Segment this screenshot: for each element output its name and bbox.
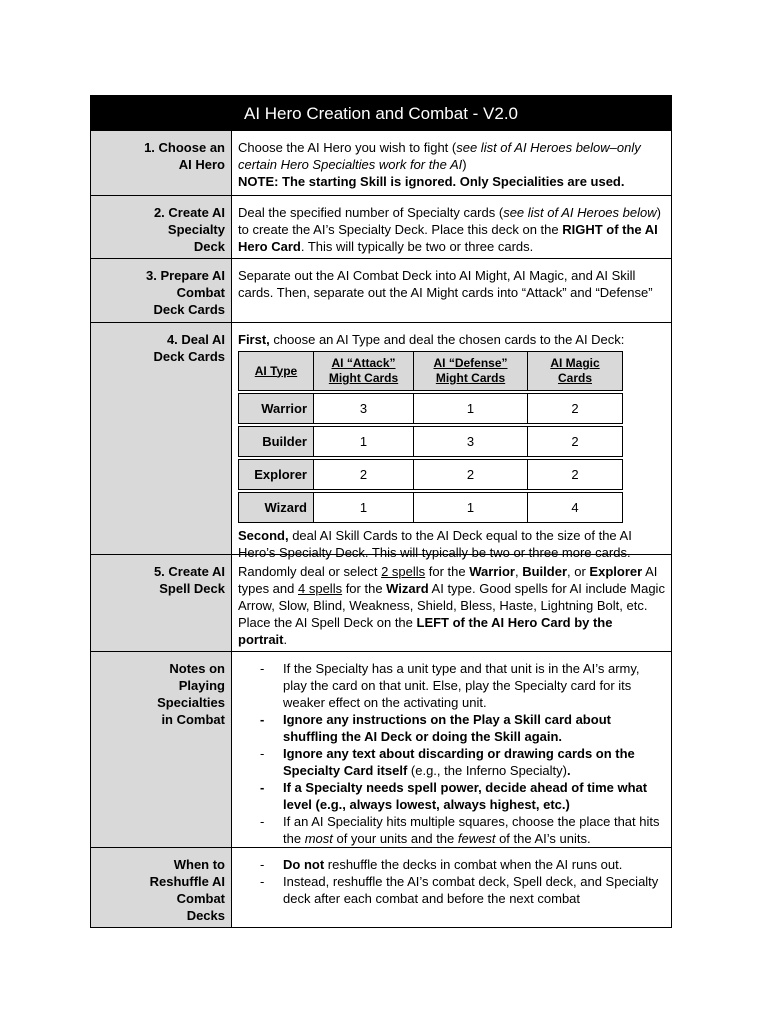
text-underline: 2 spells [381, 564, 426, 579]
step-choose-hero [90, 131, 672, 196]
table-row [239, 394, 623, 424]
list-item [238, 813, 665, 847]
attack-cell: 1 [314, 493, 414, 523]
text-bold: Ignore any text about discarding or drawing cards on the Specialty Card itself [283, 746, 635, 778]
table-row [239, 427, 623, 457]
list-item: - If a Specialty needs spell power, decide ahead of time what level (e.g., always lowest, always highest, etc.) [238, 779, 665, 813]
step-content [232, 323, 671, 560]
table-row [239, 493, 623, 523]
text: AI type. Good spells for AI include Magic Arrow, Slow, Blind, Weakness, Shield, Bless, Haste, Lightning Bolt, etc. Place the AI Spell Deck on the [238, 581, 665, 630]
step-label: 1. Choose an AI Hero [91, 131, 232, 195]
text-italic: see list of AI Heroes below [503, 205, 657, 220]
text-bold: Explorer [589, 564, 643, 579]
step-label: 3. Prepare AI Combat Deck Cards [91, 259, 232, 322]
text: for the [342, 581, 387, 596]
text-bold: Wizard [386, 581, 429, 596]
list-item [238, 856, 665, 873]
text-bold: Warrior [469, 564, 515, 579]
notes-list [238, 660, 665, 847]
header-defense: AI “Defense” Might Cards [414, 352, 528, 391]
step-content [232, 131, 671, 195]
document-title: AI Hero Creation and Combat - V2.0 [90, 95, 672, 131]
text-italic: most [304, 831, 333, 846]
type-cell: Warrior [239, 394, 314, 424]
text: Separate out the AI Combat Deck into AI Might, AI Magic, and AI Skill cards. Then, separate out the AI Might cards into “Attack” and “Defense” [238, 268, 653, 300]
list-item: - Ignore any instructions on the Play a Skill card about shuffling the AI Deck or doing the Skill again. [238, 711, 665, 745]
magic-cell: 2 [528, 394, 623, 424]
attack-cell: 1 [314, 427, 414, 457]
text: Choose the AI Hero you wish to fight ( [238, 140, 457, 155]
reshuffle-decks [90, 848, 672, 928]
section-label: When to Reshuffle AI Combat Decks [91, 848, 232, 927]
text-underline: 4 spells [298, 581, 343, 596]
step-content [232, 555, 671, 651]
step-label: 4. Deal AI Deck Cards [91, 323, 232, 554]
table-header-row [239, 352, 623, 391]
text: deal AI Skill Cards to the AI Deck equal to the size of the AI Hero’s Specialty Deck. This will typically be two or three more cards. [238, 528, 632, 560]
text-bold: Do not [283, 857, 325, 872]
text: of your units and the [332, 831, 458, 846]
text: reshuffle the decks in combat when the AI runs out. [324, 857, 623, 872]
step-create-spell-deck [90, 555, 672, 652]
step-label: 5. Create AI Spell Deck [91, 555, 232, 651]
step-content [232, 196, 671, 258]
text: Randomly deal or select [238, 564, 382, 579]
magic-cell: 2 [528, 460, 623, 490]
rules-document [90, 95, 672, 928]
text-bold: RIGHT of the AI Hero Card [238, 222, 658, 254]
list-item [238, 745, 665, 779]
text: choose an AI Type and deal the chosen cards to the AI Deck: [269, 332, 625, 347]
text: AI types and [238, 564, 658, 596]
text-italic: fewest [457, 831, 496, 846]
magic-cell: 4 [528, 493, 623, 523]
header-magic: AI Magic Cards [528, 352, 623, 391]
notes-playing-specialties [90, 652, 672, 848]
type-cell: Wizard [239, 493, 314, 523]
type-cell: Builder [239, 427, 314, 457]
attack-cell: 3 [314, 394, 414, 424]
text: ) [462, 157, 467, 172]
ai-type-table [238, 351, 623, 523]
text: If an AI Speciality hits multiple squares, choose the place that hits the [283, 814, 660, 846]
step-content [232, 259, 671, 322]
defense-cell: 3 [414, 427, 528, 457]
reshuffle-list [238, 856, 665, 907]
text: , or [567, 564, 590, 579]
step-deal-deck-cards [90, 323, 672, 560]
text: , [514, 564, 523, 579]
list-item: - Instead, reshuffle the AI’s combat deck, Spell deck, and Specialty deck after each combat and before the next combat [238, 873, 665, 907]
type-cell: Explorer [239, 460, 314, 490]
magic-cell: 2 [528, 427, 623, 457]
step-label: 2. Create AI Specialty Deck [91, 196, 232, 258]
step-create-specialty-deck [90, 196, 672, 259]
text-bold: Second, [238, 528, 289, 543]
text: Deal the specified number of Specialty cards ( [238, 205, 504, 220]
header-ai-type: AI Type [239, 352, 314, 391]
note-text: NOTE: The starting Skill is ignored. Only Specialities are used. [238, 174, 625, 189]
text-bold: Builder [522, 564, 568, 579]
text: for the [425, 564, 470, 579]
text: . [283, 632, 288, 647]
text-italic: see list of AI Heroes below–only certain Hero Specialties work for the AI [238, 140, 641, 172]
step-prepare-combat-deck [90, 259, 672, 323]
header-attack: AI “Attack” Might Cards [314, 352, 414, 391]
text-bold: LEFT of the AI Hero Card by the portrait [238, 615, 613, 647]
text: (e.g., the Inferno Specialty) [407, 763, 567, 778]
defense-cell: 2 [414, 460, 528, 490]
text: . This will typically be two or three cards. [300, 239, 534, 254]
section-content [232, 848, 671, 927]
section-content [232, 652, 671, 847]
text: ) to create the AI’s Specialty Deck. Place this deck on the [238, 205, 661, 237]
text: of the AI’s units. [495, 831, 591, 846]
text-bold: . [566, 763, 571, 778]
defense-cell: 1 [414, 394, 528, 424]
defense-cell: 1 [414, 493, 528, 523]
attack-cell: 2 [314, 460, 414, 490]
text-bold: First, [238, 332, 270, 347]
section-label: Notes on Playing Specialties in Combat [91, 652, 232, 847]
table-row [239, 460, 623, 490]
list-item: - If the Specialty has a unit type and that unit is in the AI’s army, play the card on that unit. Else, play the Specialty card for its weaker effect on the activating unit. [238, 660, 665, 711]
